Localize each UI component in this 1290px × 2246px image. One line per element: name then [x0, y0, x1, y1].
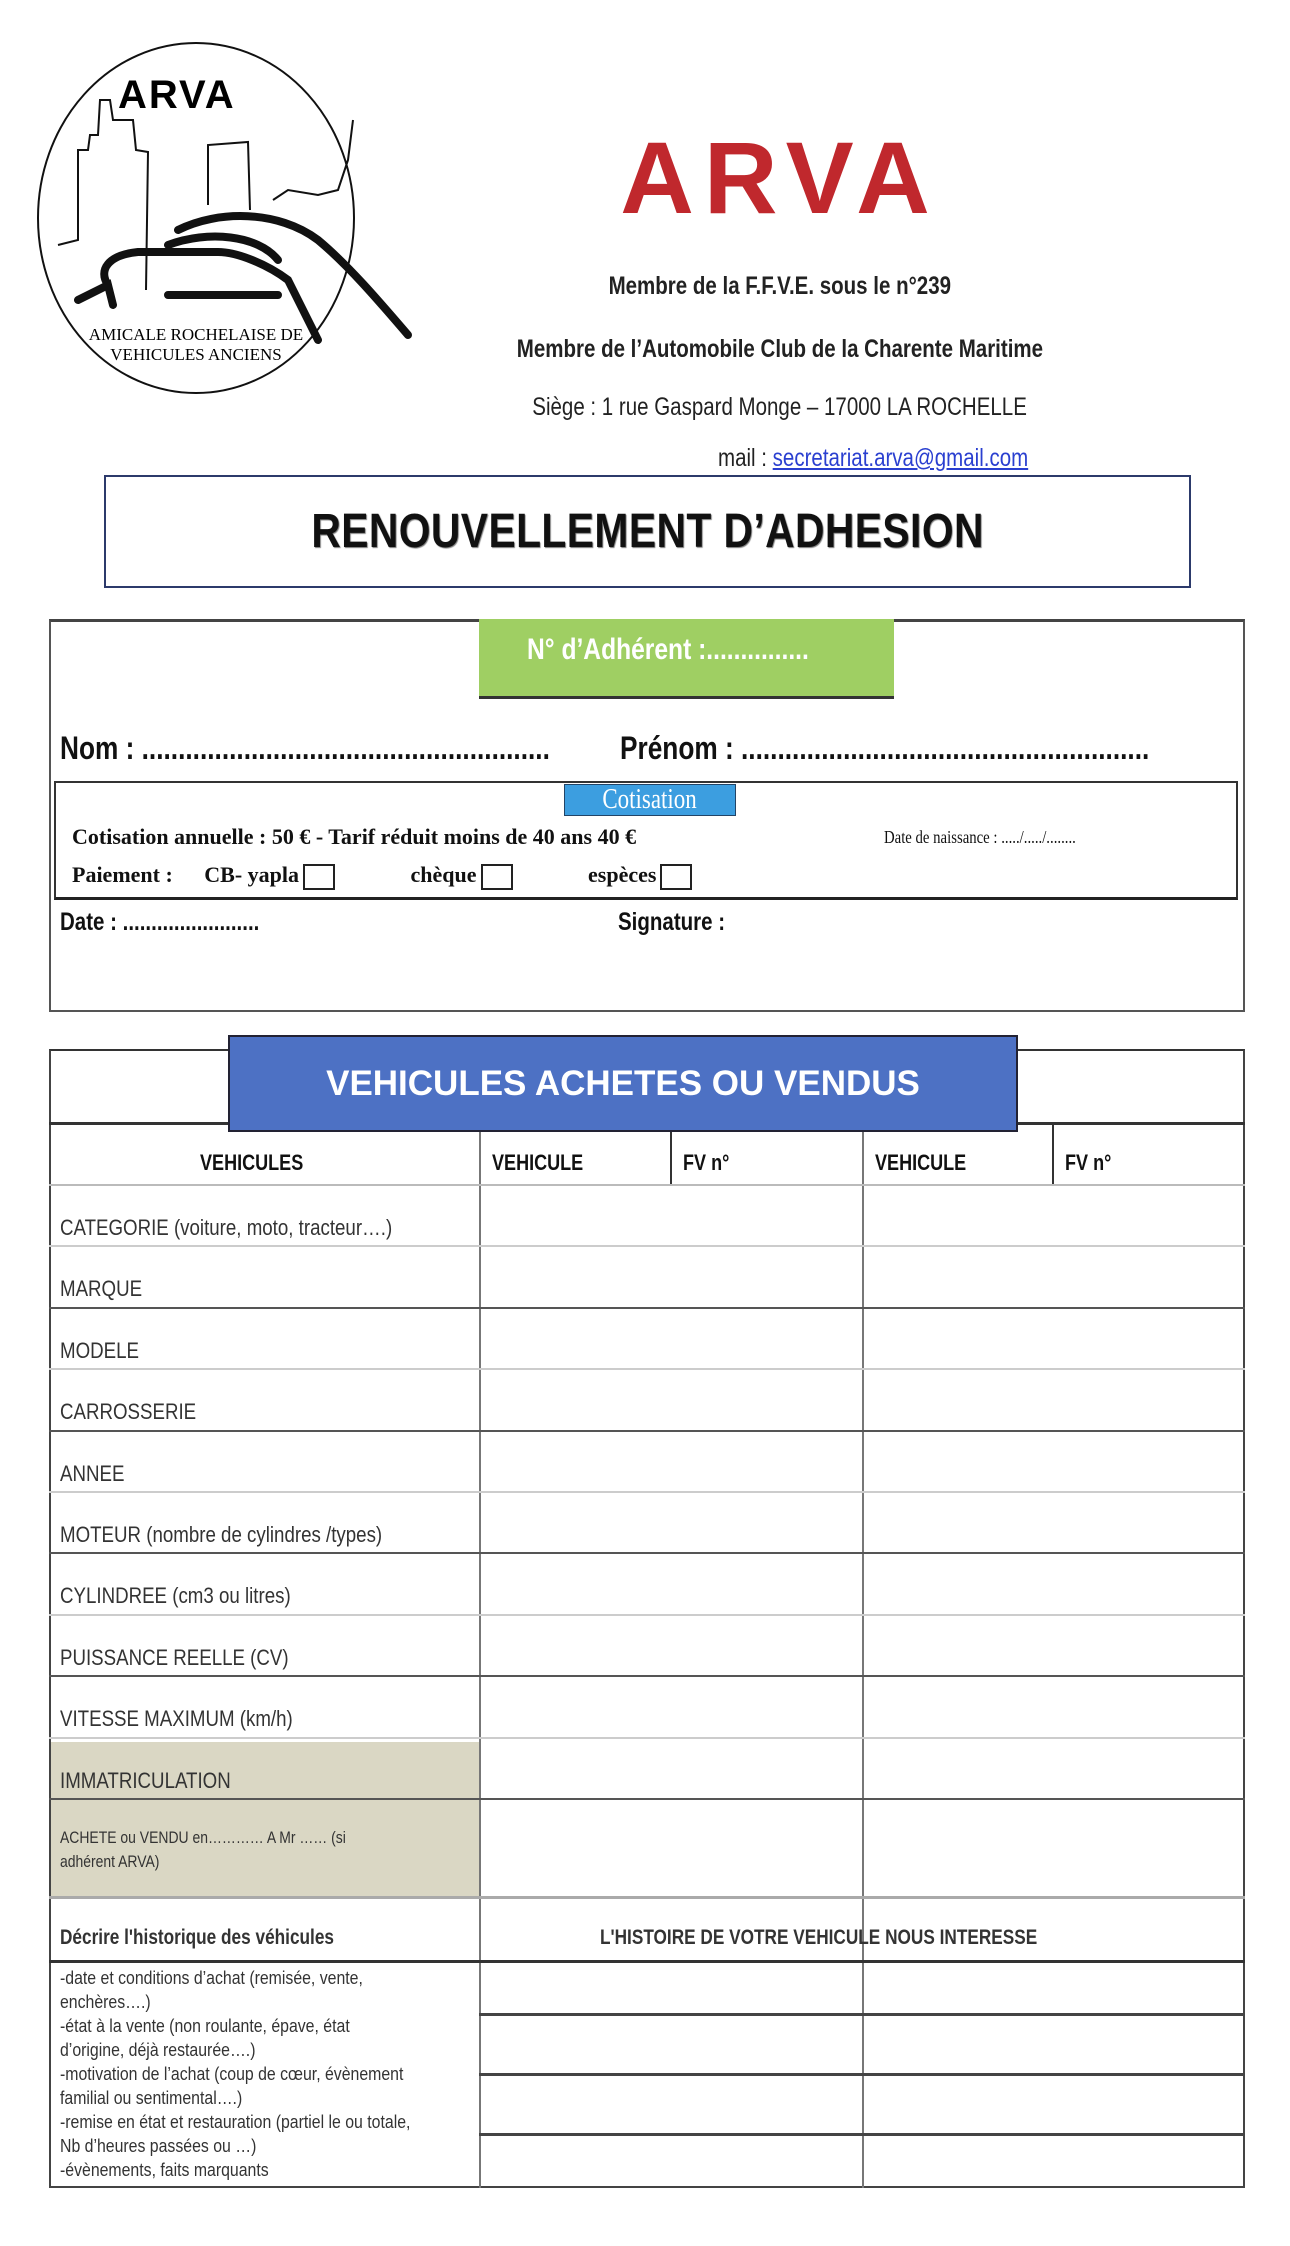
- birth-date-field[interactable]: Date de naissance : ...../...../........: [884, 827, 1076, 847]
- history-cell[interactable]: [481, 2016, 862, 2073]
- row-label: IMMATRICULATION: [60, 1767, 231, 1793]
- history-cell[interactable]: [864, 2076, 1245, 2133]
- payment-cash-checkbox[interactable]: [660, 864, 692, 890]
- mail-link[interactable]: secretariat.arva@gmail.com: [772, 444, 1029, 472]
- payment-cash-label: espèces: [588, 862, 657, 887]
- payment-row: [72, 862, 692, 890]
- ffve-membership: Membre de la F.F.V.E. sous le n°239: [608, 272, 952, 300]
- row-label: VITESSE MAXIMUM (km/h): [60, 1706, 293, 1732]
- vehicle-1-cell[interactable]: [481, 1368, 862, 1429]
- vehicle-2-cell[interactable]: [864, 1368, 1245, 1429]
- vehicle-2-cell[interactable]: [864, 1552, 1245, 1613]
- vehicle-1-cell[interactable]: [481, 1184, 862, 1245]
- payment-cb-checkbox[interactable]: [303, 864, 335, 890]
- history-cell[interactable]: [864, 1963, 1245, 2013]
- vehicle-1-cell[interactable]: [481, 1491, 862, 1552]
- vehicle-2-cell[interactable]: [864, 1614, 1245, 1675]
- row-label: CYLINDREE (cm3 ou litres): [60, 1583, 291, 1609]
- svg-text:ARVA: ARVA: [118, 73, 236, 117]
- page-title: RENOUVELLEMENT D’ADHESION: [311, 505, 984, 558]
- address: Siège : 1 rue Gaspard Monge – 17000 LA ROCHELLE: [532, 393, 1028, 421]
- column-header: VEHICULE: [875, 1150, 967, 1175]
- vehicle-2-cell[interactable]: [864, 1675, 1245, 1736]
- vehicles-banner: VEHICULES ACHETES OU VENDUS: [228, 1035, 1018, 1132]
- vehicle-1-cell[interactable]: [481, 1614, 862, 1675]
- column-header: FV n°: [1065, 1150, 1112, 1175]
- vehicle-1-cell[interactable]: [481, 1430, 862, 1491]
- column-header: FV n°: [683, 1150, 730, 1175]
- column-header: VEHICULES: [200, 1150, 304, 1175]
- vehicle-2-cell[interactable]: [864, 1307, 1245, 1368]
- column-header: VEHICULE: [492, 1150, 584, 1175]
- member-number-field[interactable]: N° d’Adhérent :...............: [479, 619, 894, 699]
- history-cell[interactable]: [481, 1963, 862, 2013]
- date-field[interactable]: Date : ........................: [60, 908, 260, 936]
- history-cell[interactable]: [481, 2136, 862, 2188]
- vehicle-2-cell[interactable]: [864, 1737, 1245, 1798]
- vehicle-2-cell[interactable]: [864, 1184, 1245, 1245]
- automobile-club-membership: Membre de l’Automobile Club de la Charente Maritime: [516, 335, 1044, 363]
- nom-field[interactable]: Nom : ........................................................: [60, 730, 550, 766]
- vehicle-1-cell[interactable]: [481, 1307, 862, 1368]
- vehicle-1-cell[interactable]: [481, 1245, 862, 1306]
- vehicle-2-cell[interactable]: [864, 1245, 1245, 1306]
- payment-label: Paiement :: [72, 862, 173, 887]
- history-guidelines: -date et conditions d’achat (remisée, vente, enchères….) -état à la vente (non roulante, épave, état d’origine, déjà restaurée….) -motivation de l’achat (coup de cœur, évènement familial ou sentimental….) -remise en état et restauration (partiel le ou totale, Nb d’heures passées ou …) -évènements, faits marquants: [60, 1968, 411, 2180]
- logo-text-1: AMICALE ROCHELAISE DE: [88, 325, 304, 344]
- vehicle-2-cell[interactable]: [864, 1430, 1245, 1491]
- row-label: PUISSANCE REELLE (CV): [60, 1644, 289, 1670]
- row-label: ANNEE: [60, 1460, 125, 1486]
- vehicle-1-cell[interactable]: [481, 1675, 862, 1736]
- vehicle-1-cell[interactable]: [481, 1737, 862, 1798]
- cotisation-label: Cotisation: [564, 784, 736, 816]
- history-cell[interactable]: [481, 2076, 862, 2133]
- payment-cheque-checkbox[interactable]: [481, 864, 513, 890]
- vehicle-2-cell[interactable]: [864, 1491, 1245, 1552]
- title-box: [104, 475, 1191, 588]
- achete-vendu-label: ACHETE ou VENDU en………… A Mr …… (si adhérent ARVA): [60, 1828, 346, 1871]
- row-label: MOTEUR (nombre de cylindres /types): [60, 1522, 383, 1547]
- signature-field[interactable]: Signature :: [618, 908, 726, 936]
- payment-cheque-label: chèque: [410, 862, 477, 887]
- row-label: CATEGORIE (voiture, moto, tracteur….): [60, 1215, 393, 1240]
- payment-cb-label: CB- yapla: [204, 862, 300, 887]
- row-label: MODELE: [60, 1337, 139, 1363]
- brand-wordmark: ARVA: [620, 121, 940, 235]
- row-label: CARROSSERIE: [60, 1399, 197, 1425]
- history-title: L'HISTOIRE DE VOTRE VEHICULE NOUS INTERESSE: [600, 1926, 1038, 1949]
- mail-line: mail : secretariat.arva@gmail.com: [718, 444, 1029, 472]
- history-label: Décrire l'historique des véhicules: [60, 1926, 334, 1949]
- cotisation-amount: Cotisation annuelle : 50 € - Tarif réduit moins de 40 ans 40 €: [72, 824, 637, 849]
- logo-text-2: VEHICULES ANCIENS: [110, 345, 282, 364]
- vehicle-1-cell[interactable]: [481, 1552, 862, 1613]
- row-label: MARQUE: [60, 1276, 143, 1302]
- history-cell[interactable]: [864, 2136, 1245, 2188]
- history-cell[interactable]: [864, 2016, 1245, 2073]
- prenom-field[interactable]: Prénom : ........................................................: [620, 730, 1150, 766]
